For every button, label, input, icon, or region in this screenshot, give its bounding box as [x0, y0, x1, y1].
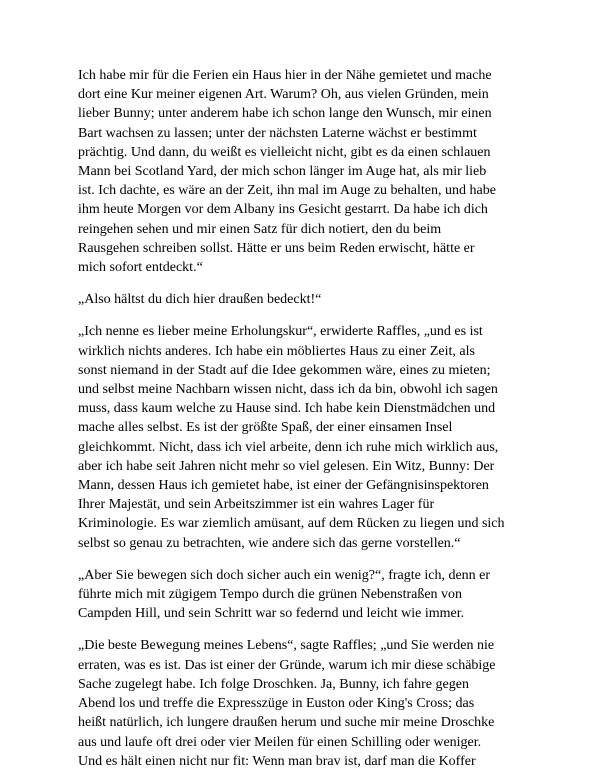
text-line: selbst so genau zu betrachten, wie andere sich das gerne vorstellen.“ — [78, 535, 461, 551]
paragraph — [78, 66, 522, 277]
text-line: gleichkommt. Nicht, dass ich viel arbeite, denn ich ruhe mich wirklich aus, — [78, 439, 499, 455]
text-line: ist. Ich dachte, es wäre an der Zeit, ihn mal im Auge zu behalten, und habe — [78, 183, 496, 199]
text-line: führte mich mit zügigem Tempo durch die grünen Nebenstraßen von — [78, 587, 463, 603]
text-line: Mann, dessen Haus ich gemietet habe, ist einer der Gefängnisinspektoren — [78, 478, 489, 494]
text-line: muss, dass kaum welche zu Hause sind. Ich habe kein Dienstmädchen und — [78, 401, 496, 417]
text-line: Kriminologie. Es war ziemlich amüsant, auf dem Rücken zu liegen und sich — [78, 516, 505, 532]
text-line: wirklich nichts anderes. Ich habe ein möbliertes Haus zu einer Zeit, als — [78, 343, 475, 359]
text-line: lieber Bunny; unter anderem habe ich schon lange den Wunsch, mir einen — [78, 106, 492, 122]
text-line: Bart wachsen zu lassen; unter der nächsten Laterne wächst er bestimmt — [78, 125, 477, 141]
text-line: prächtig. Und dann, du weißt es vielleicht nicht, gibt es da einen schlauen — [78, 144, 491, 160]
text-line: Sache zugelegt habe. Ich folge Droschken. Ja, Bunny, ich fahre gegen — [78, 676, 469, 692]
text-line: ihm heute Morgen vor dem Albany ins Gesicht gestarrt. Da habe ich dich — [78, 202, 488, 218]
document-page — [78, 66, 522, 784]
text-line: heißt natürlich, ich lungere draußen herum und suche mir meine Droschke — [78, 715, 495, 731]
text-line: Abend los und treffe die Expresszüge in Euston oder King's Cross; das — [78, 696, 475, 712]
text-line: Ihrer Majestät, und sein Arbeitszimmer ist ein wahres Lager für — [78, 497, 435, 513]
text-line: reingehen sehen und mir einen Satz für dich notiert, den du beim — [78, 221, 442, 237]
text-line: sonst niemand in der Stadt auf die Idee gekommen wäre, eines zu mieten; — [78, 362, 491, 378]
text-line: dort eine Kur meiner eigenen Art. Warum? Oh, aus vielen Gründen, mein — [78, 87, 489, 103]
paragraph — [78, 322, 522, 552]
text-line: „Ich nenne es lieber meine Erholungskur“, erwiderte Raffles, „und es ist — [78, 324, 483, 340]
text-line: Campden Hill, und sein Schritt war so federnd und leicht wie immer. — [78, 606, 465, 622]
text-line: „Also hältst du dich hier draußen bedeckt!“ — [78, 292, 322, 308]
text-line: Rausgehen schreiben sollst. Hätte er uns beim Reden erwischt, hätte er — [78, 240, 475, 256]
text-line: Und es hält einen nicht nur fit: Wenn man brav ist, darf man die Koffer — [78, 753, 476, 769]
text-line: mache alles selbst. Es ist der größte Spaß, der einer einsamen Insel — [78, 420, 453, 436]
paragraph — [78, 636, 522, 770]
text-line: aus und laufe oft drei oder vier Meilen für einen Schilling oder weniger. — [78, 734, 482, 750]
text-line: „Die beste Bewegung meines Lebens“, sagte Raffles; „und Sie werden nie — [78, 638, 495, 654]
text-line: Ich habe mir für die Ferien ein Haus hier in der Nähe gemietet und mache — [78, 68, 492, 83]
paragraph — [78, 290, 522, 309]
text-line: erraten, was es ist. Das ist einer der Gründe, warum ich mir diese schäbige — [78, 657, 496, 673]
text-line: aber ich habe seit Jahren nicht mehr so viel gelesen. Ein Witz, Bunny: Der — [78, 458, 495, 474]
text-line: Mann bei Scotland Yard, der mich schon länger im Auge hat, als mir lieb — [78, 164, 487, 180]
paragraph — [78, 566, 522, 624]
text-line: „Aber Sie bewegen sich doch sicher auch ein wenig?“, fragte ich, denn er — [78, 567, 491, 583]
text-line: und selbst meine Nachbarn wissen nicht, dass ich da bin, obwohl ich sagen — [78, 382, 498, 398]
text-line: mich sofort entdeckt.“ — [78, 260, 203, 276]
